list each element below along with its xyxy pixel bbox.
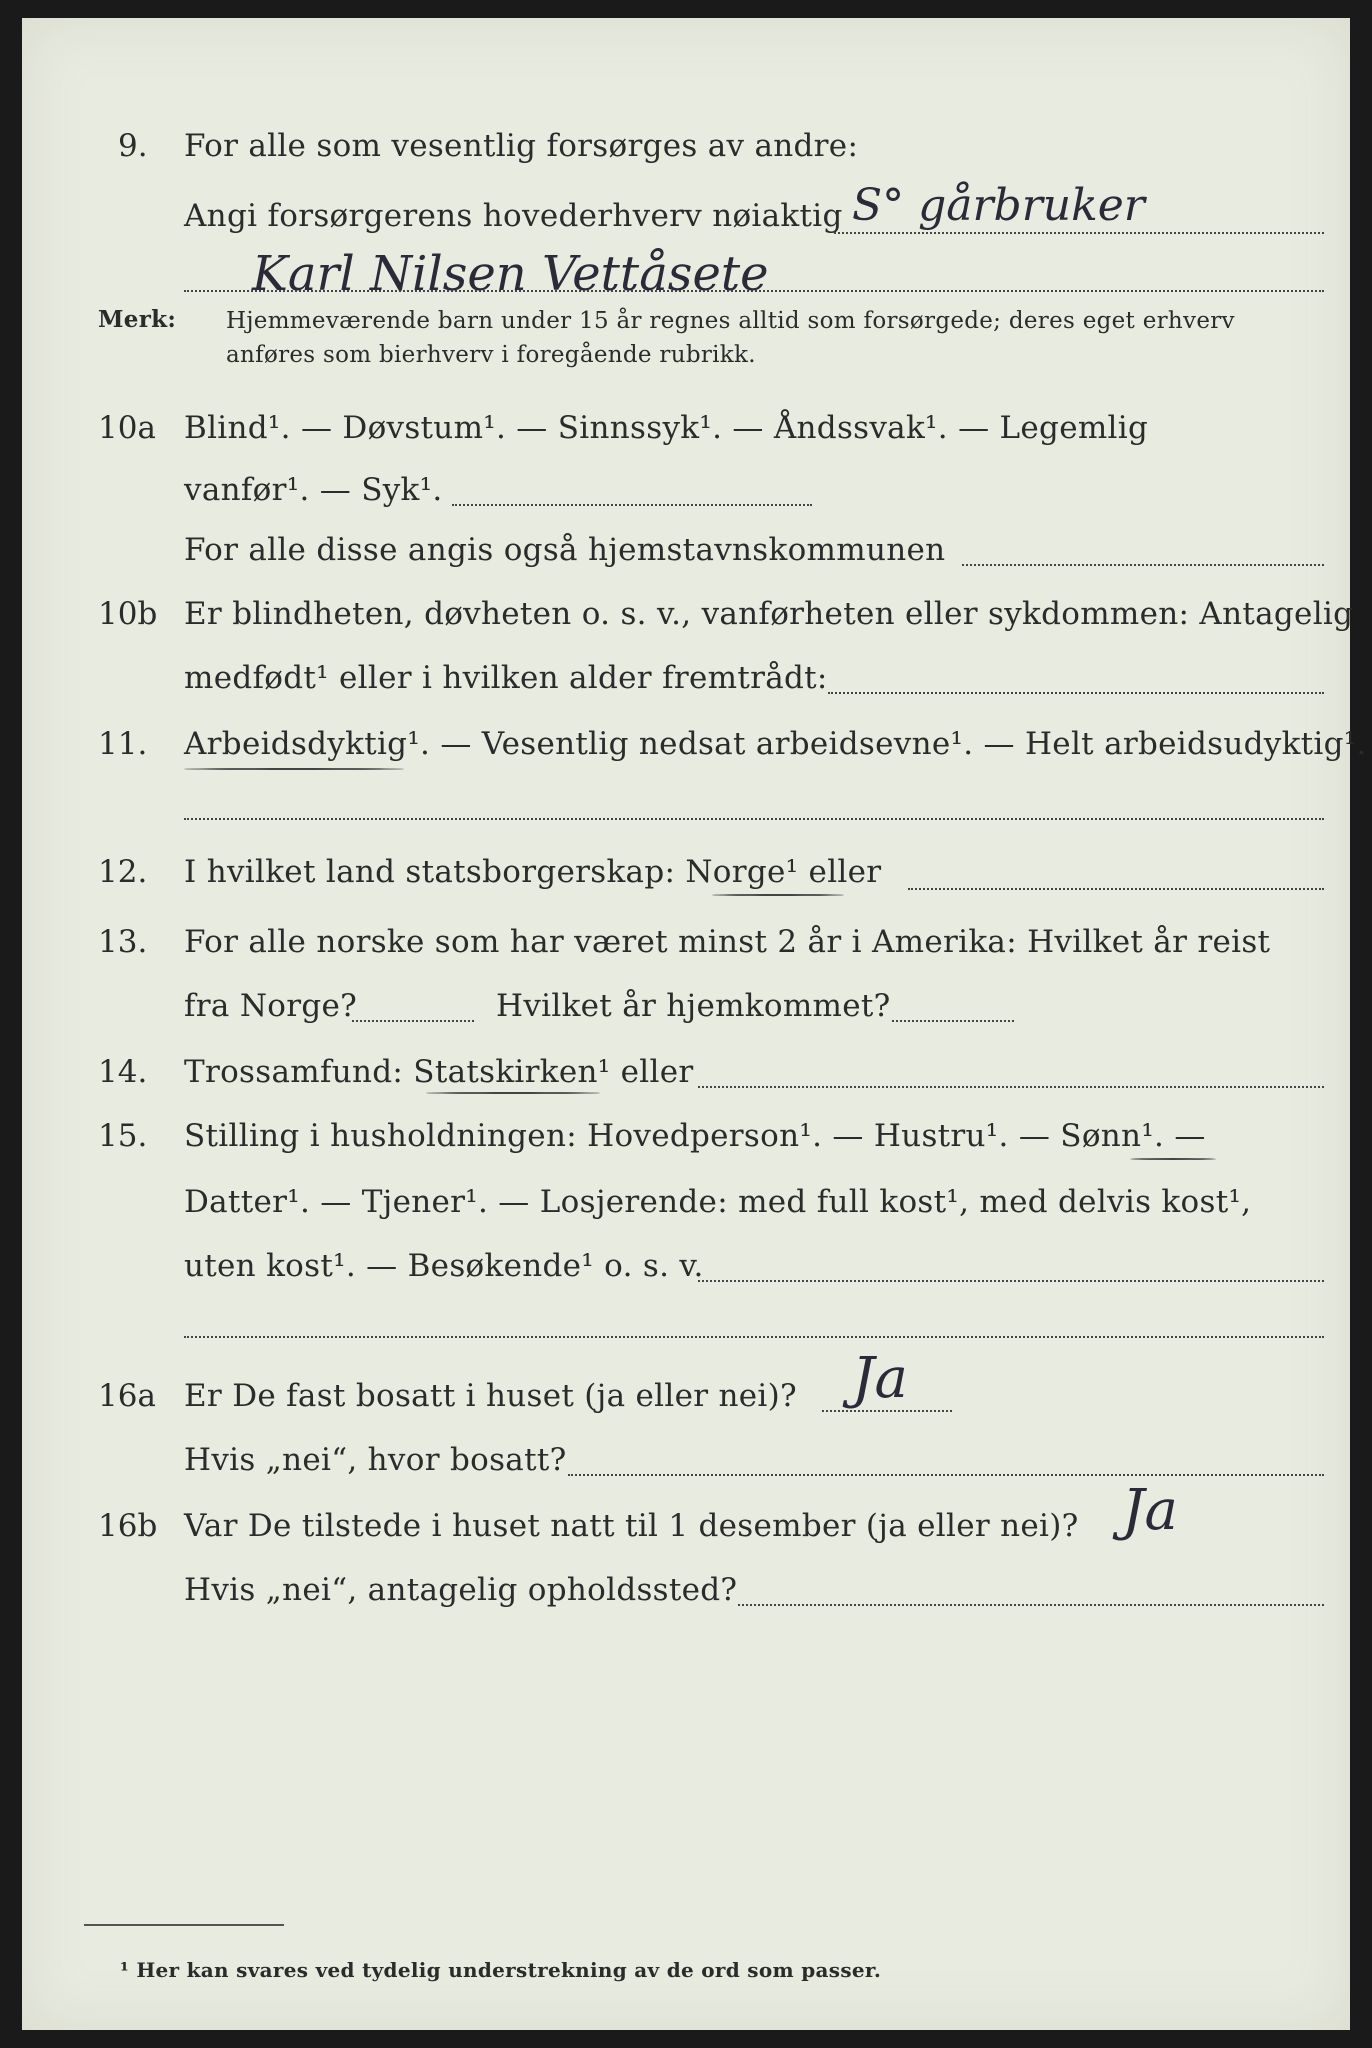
footnote-rule [84,1924,284,1926]
q15-line2: Datter¹. — Tjener¹. — Losjerende: med full kost¹, med delvis kost¹, [184,1184,1252,1220]
q16b-number: 16b [98,1508,158,1544]
q11-number: 11. [98,726,148,762]
q15-answer-line2 [184,1336,1324,1338]
q9-answer2-line [184,290,1324,292]
q15-line3: uten kost¹. — Besøkende¹ o. s. v. [184,1248,704,1284]
q13-line2b: Hvilket år hjemkommet? [496,988,891,1024]
q9-line2: Angi forsørgerens hovederhverv nøiaktig [184,198,843,234]
q13-number: 13. [98,924,148,960]
q15-underline-sonn [1130,1158,1216,1160]
census-form-page [22,18,1367,2030]
q10b-line1: Er blindheten, døvheten o. s. v., vanførheten eller sykdommen: Antagelig [184,596,1354,632]
q14-number: 14. [98,1054,148,1090]
q14-underline-statskirken [426,1092,600,1094]
q12-line1: I hvilket land statsborgerskap: Norge¹ eller [184,854,882,890]
footnote-text: ¹ Her kan svares ved tydelig understrekning av de ord som passer. [120,1958,882,1982]
q16a-line1: Er De fast bosatt i huset (ja eller nei)? [184,1378,797,1414]
q13-reist-line [352,1020,474,1022]
q10b-answer-line [828,692,1324,694]
q16b-line1: Var De tilstede i huset natt til 1 desember (ja eller nei)? [184,1508,1079,1544]
q16b-line2: Hvis „nei“, antagelig opholdssted? [184,1572,738,1608]
q11-underline-arbeidsdyktig [184,768,404,770]
q16a-line2: Hvis „nei“, hvor bosatt? [184,1442,567,1478]
q9-line1: For alle som vesentlig forsørges av andre: [184,128,859,164]
q13-line1: For alle norske som har været minst 2 år i Amerika: Hvilket år reist [184,924,1271,960]
q16b-answer-handwriting: Ja [1122,1478,1178,1543]
q11-answer-line [184,818,1324,820]
q9-number: 9. [118,128,148,164]
q11-line1: Arbeidsdyktig¹. — Vesentlig nedsat arbeidsevne¹. — Helt arbeidsudyktig¹. [184,726,1367,762]
q16a-bosatt-line [568,1474,1324,1476]
q15-line1: Stilling i husholdningen: Hovedperson¹. — Hustru¹. — Sønn¹. — [184,1118,1206,1154]
q10a-syk-line [452,504,812,506]
merk-line2: anføres som bierhverv i foregående rubrikk. [226,342,756,368]
q13-hjemkommet-line [892,1020,1014,1022]
q16a-number: 16a [98,1378,156,1414]
q15-number: 15. [98,1118,148,1154]
q16b-opholdssted-line [738,1604,1324,1606]
q10a-number: 10a [98,410,156,446]
q16a-answer-line [822,1410,952,1412]
q12-answer-line [908,888,1324,890]
q10a-line2: vanfør¹. — Syk¹. [184,472,443,508]
q10b-number: 10b [98,596,158,632]
q9-answer1-line [834,232,1324,234]
q10a-hjemstavn-line [962,564,1324,566]
q9-answer2-handwriting: Karl Nilsen Vettåsete [252,246,769,302]
q14-line1: Trossamfund: Statskirken¹ eller [184,1054,694,1090]
q12-number: 12. [98,854,148,890]
q15-answer-line1 [698,1280,1324,1282]
merk-line1: Hjemmeværende barn under 15 år regnes alltid som forsørgede; deres eget erhverv [226,308,1235,334]
q9-answer1-handwriting: S° gårbruker [852,180,1145,231]
merk-label: Merk: [98,306,177,333]
q13-line2a: fra Norge? [184,988,358,1024]
q12-underline-norge [712,894,844,896]
q10a-line1: Blind¹. — Døvstum¹. — Sinnssyk¹. — Åndssvak¹. — Legemlig [184,410,1149,446]
q10a-line3: For alle disse angis også hjemstavnskommunen [184,532,946,568]
q10b-line2: medfødt¹ eller i hvilken alder fremtrådt: [184,660,828,696]
q16a-answer-handwriting: Ja [852,1346,908,1411]
q14-answer-line [698,1086,1324,1088]
